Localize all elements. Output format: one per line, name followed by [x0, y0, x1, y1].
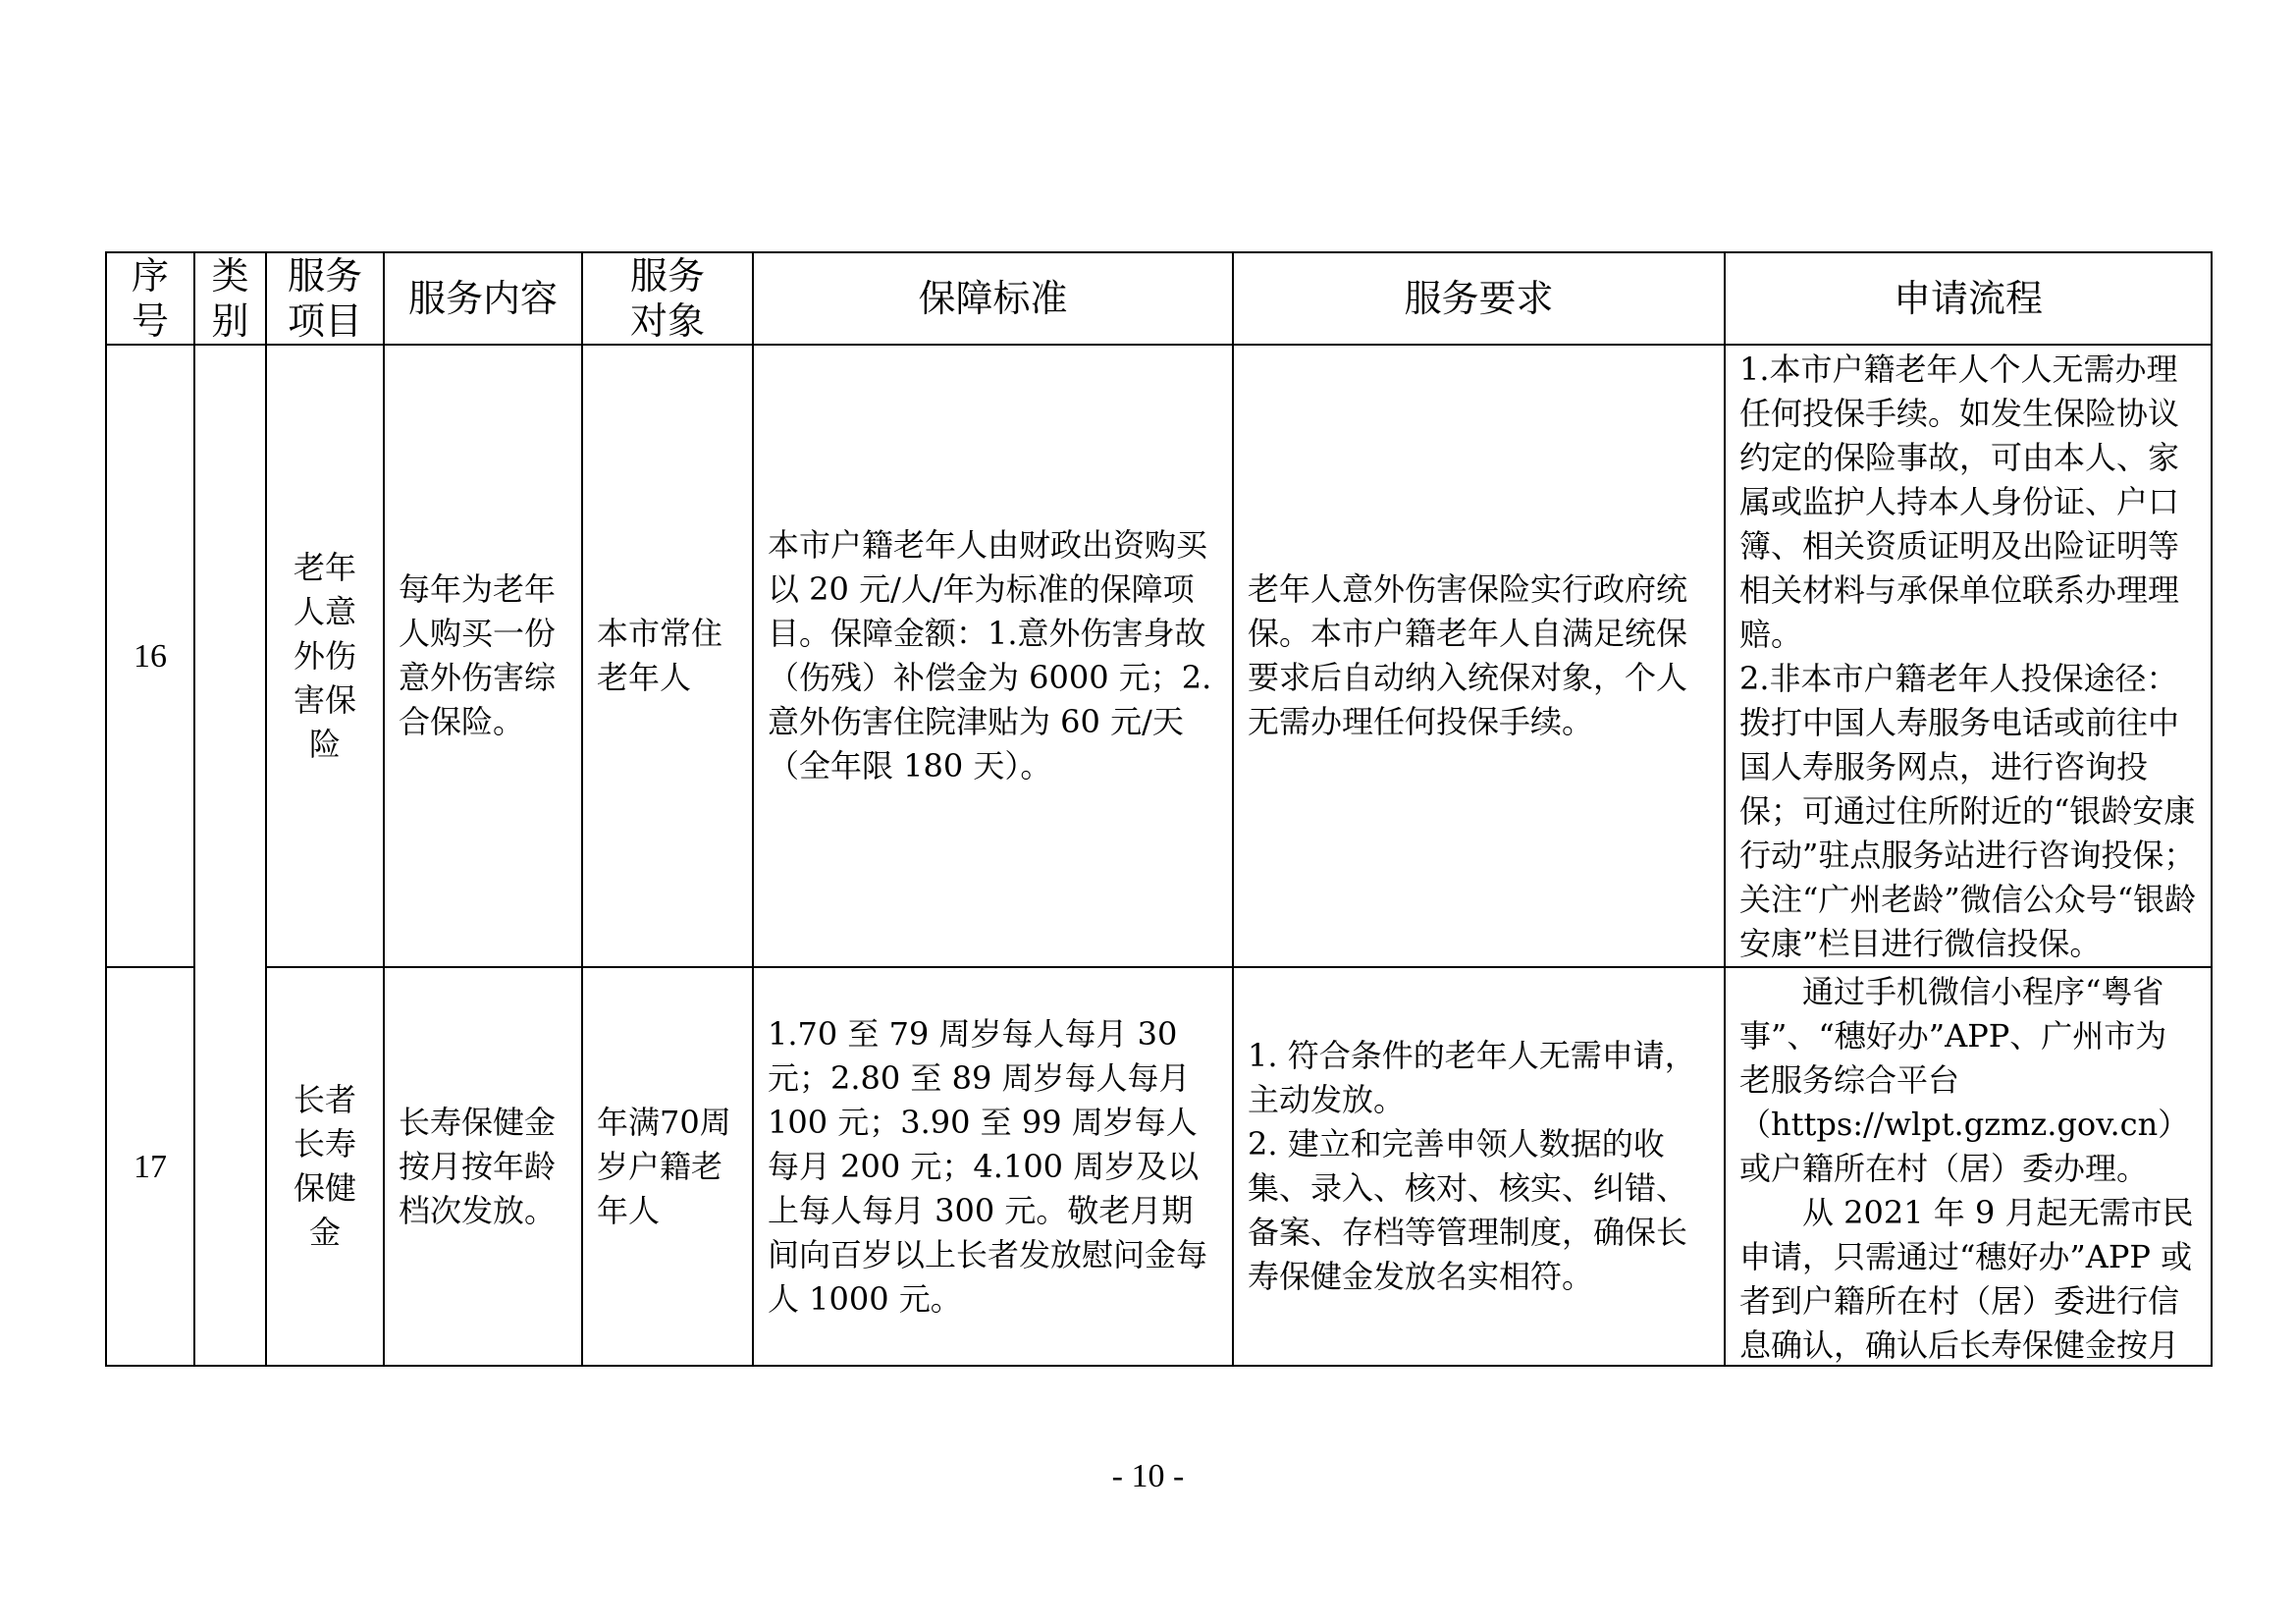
header-process: 申请流程: [1725, 252, 2212, 345]
header-service-item: 服务项目: [266, 252, 384, 345]
application-process: [1725, 967, 2212, 1366]
service-table: [105, 251, 2213, 1367]
row-number: 17: [106, 967, 194, 1366]
service-item: 长者长寿保健金: [266, 967, 384, 1366]
service-item: 老年人意外伤害保险: [266, 345, 384, 967]
service-requirement: 老年人意外伤害保险实行政府统保。本市户籍老年人自满足统保要求后自动纳入统保对象，个人无需办理任何投保手续。: [1233, 345, 1725, 967]
table-row: [106, 345, 2212, 967]
category-cell: [194, 345, 266, 1366]
application-process: [1725, 345, 2212, 967]
process-paragraph: 1.本市户籍老年人个人无需办理任何投保手续。如发生保险协议约定的保险事故，可由本人、家属或监护人持本人身份证、户口簿、相关资质证明及出险证明等相关材料与承保单位联系办理理赔。: [1739, 351, 2180, 653]
service-requirement: [1233, 967, 1725, 1366]
service-target: 年满70周岁户籍老年人: [582, 967, 753, 1366]
process-paragraph: 2.非本市户籍老年人投保途径：拨打中国人寿服务电话或前往中国人寿服务网点，进行咨询投保；可通过住所附近的“银龄安康行动”驻点服务站进行咨询投保；关注“广州老龄”微信公众号“银龄安康”栏目进行微信投保。: [1739, 660, 2197, 962]
header-row: [106, 252, 2212, 345]
header-service-content: 服务内容: [384, 252, 582, 345]
page-number: - 10 -: [1111, 1458, 1185, 1494]
requirement-paragraph: 1. 符合条件的老年人无需申请，主动发放。: [1248, 1037, 1696, 1118]
service-content: 长寿保健金按月按年龄档次发放。: [384, 967, 582, 1366]
service-target: 本市常住老年人: [582, 345, 753, 967]
header-serial: 序号: [106, 252, 194, 345]
header-requirement: 服务要求: [1233, 252, 1725, 345]
header-category: 类别: [194, 252, 266, 345]
table-row: [106, 967, 2212, 1366]
process-paragraph: 从 2021 年 9 月起无需市民申请，只需通过“穗好办”APP 或者到户籍所在村（居）委进行信息确认，确认后长寿保健金按月: [1739, 1194, 2194, 1364]
row-number: 16: [106, 345, 194, 967]
process-paragraph: 通过手机微信小程序“粤省事”、“穗好办”APP、广州市为老服务综合平台（https://wlpt.gzmz.gov.cn）或户籍所在村（居）委办理。: [1739, 973, 2190, 1187]
guarantee-standard: 本市户籍老年人由财政出资购买以 20 元/人/年为标准的保障项目。保障金额：1.意外伤害身故（伤残）补偿金为 6000 元；2.意外伤害住院津贴为 60 元/天（全年限 180 天）。: [753, 345, 1233, 967]
guarantee-standard: 1.70 至 79 周岁每人每月 30 元；2.80 至 89 周岁每人每月 100 元；3.90 至 99 周岁每人每月 200 元；4.100 周岁及以上每人每月 300 元。敬老月期间向百岁以上长者发放慰问金每人 1000 元。: [753, 967, 1233, 1366]
header-standard: 保障标准: [753, 252, 1233, 345]
requirement-paragraph: 2. 建立和完善申领人数据的收集、录入、核对、核实、纠错、备案、存档等管理制度，确保长寿保健金发放名实相符。: [1248, 1125, 1688, 1295]
header-service-target: 服务对象: [582, 252, 753, 345]
service-content: 每年为老年人购买一份意外伤害综合保险。: [384, 345, 582, 967]
